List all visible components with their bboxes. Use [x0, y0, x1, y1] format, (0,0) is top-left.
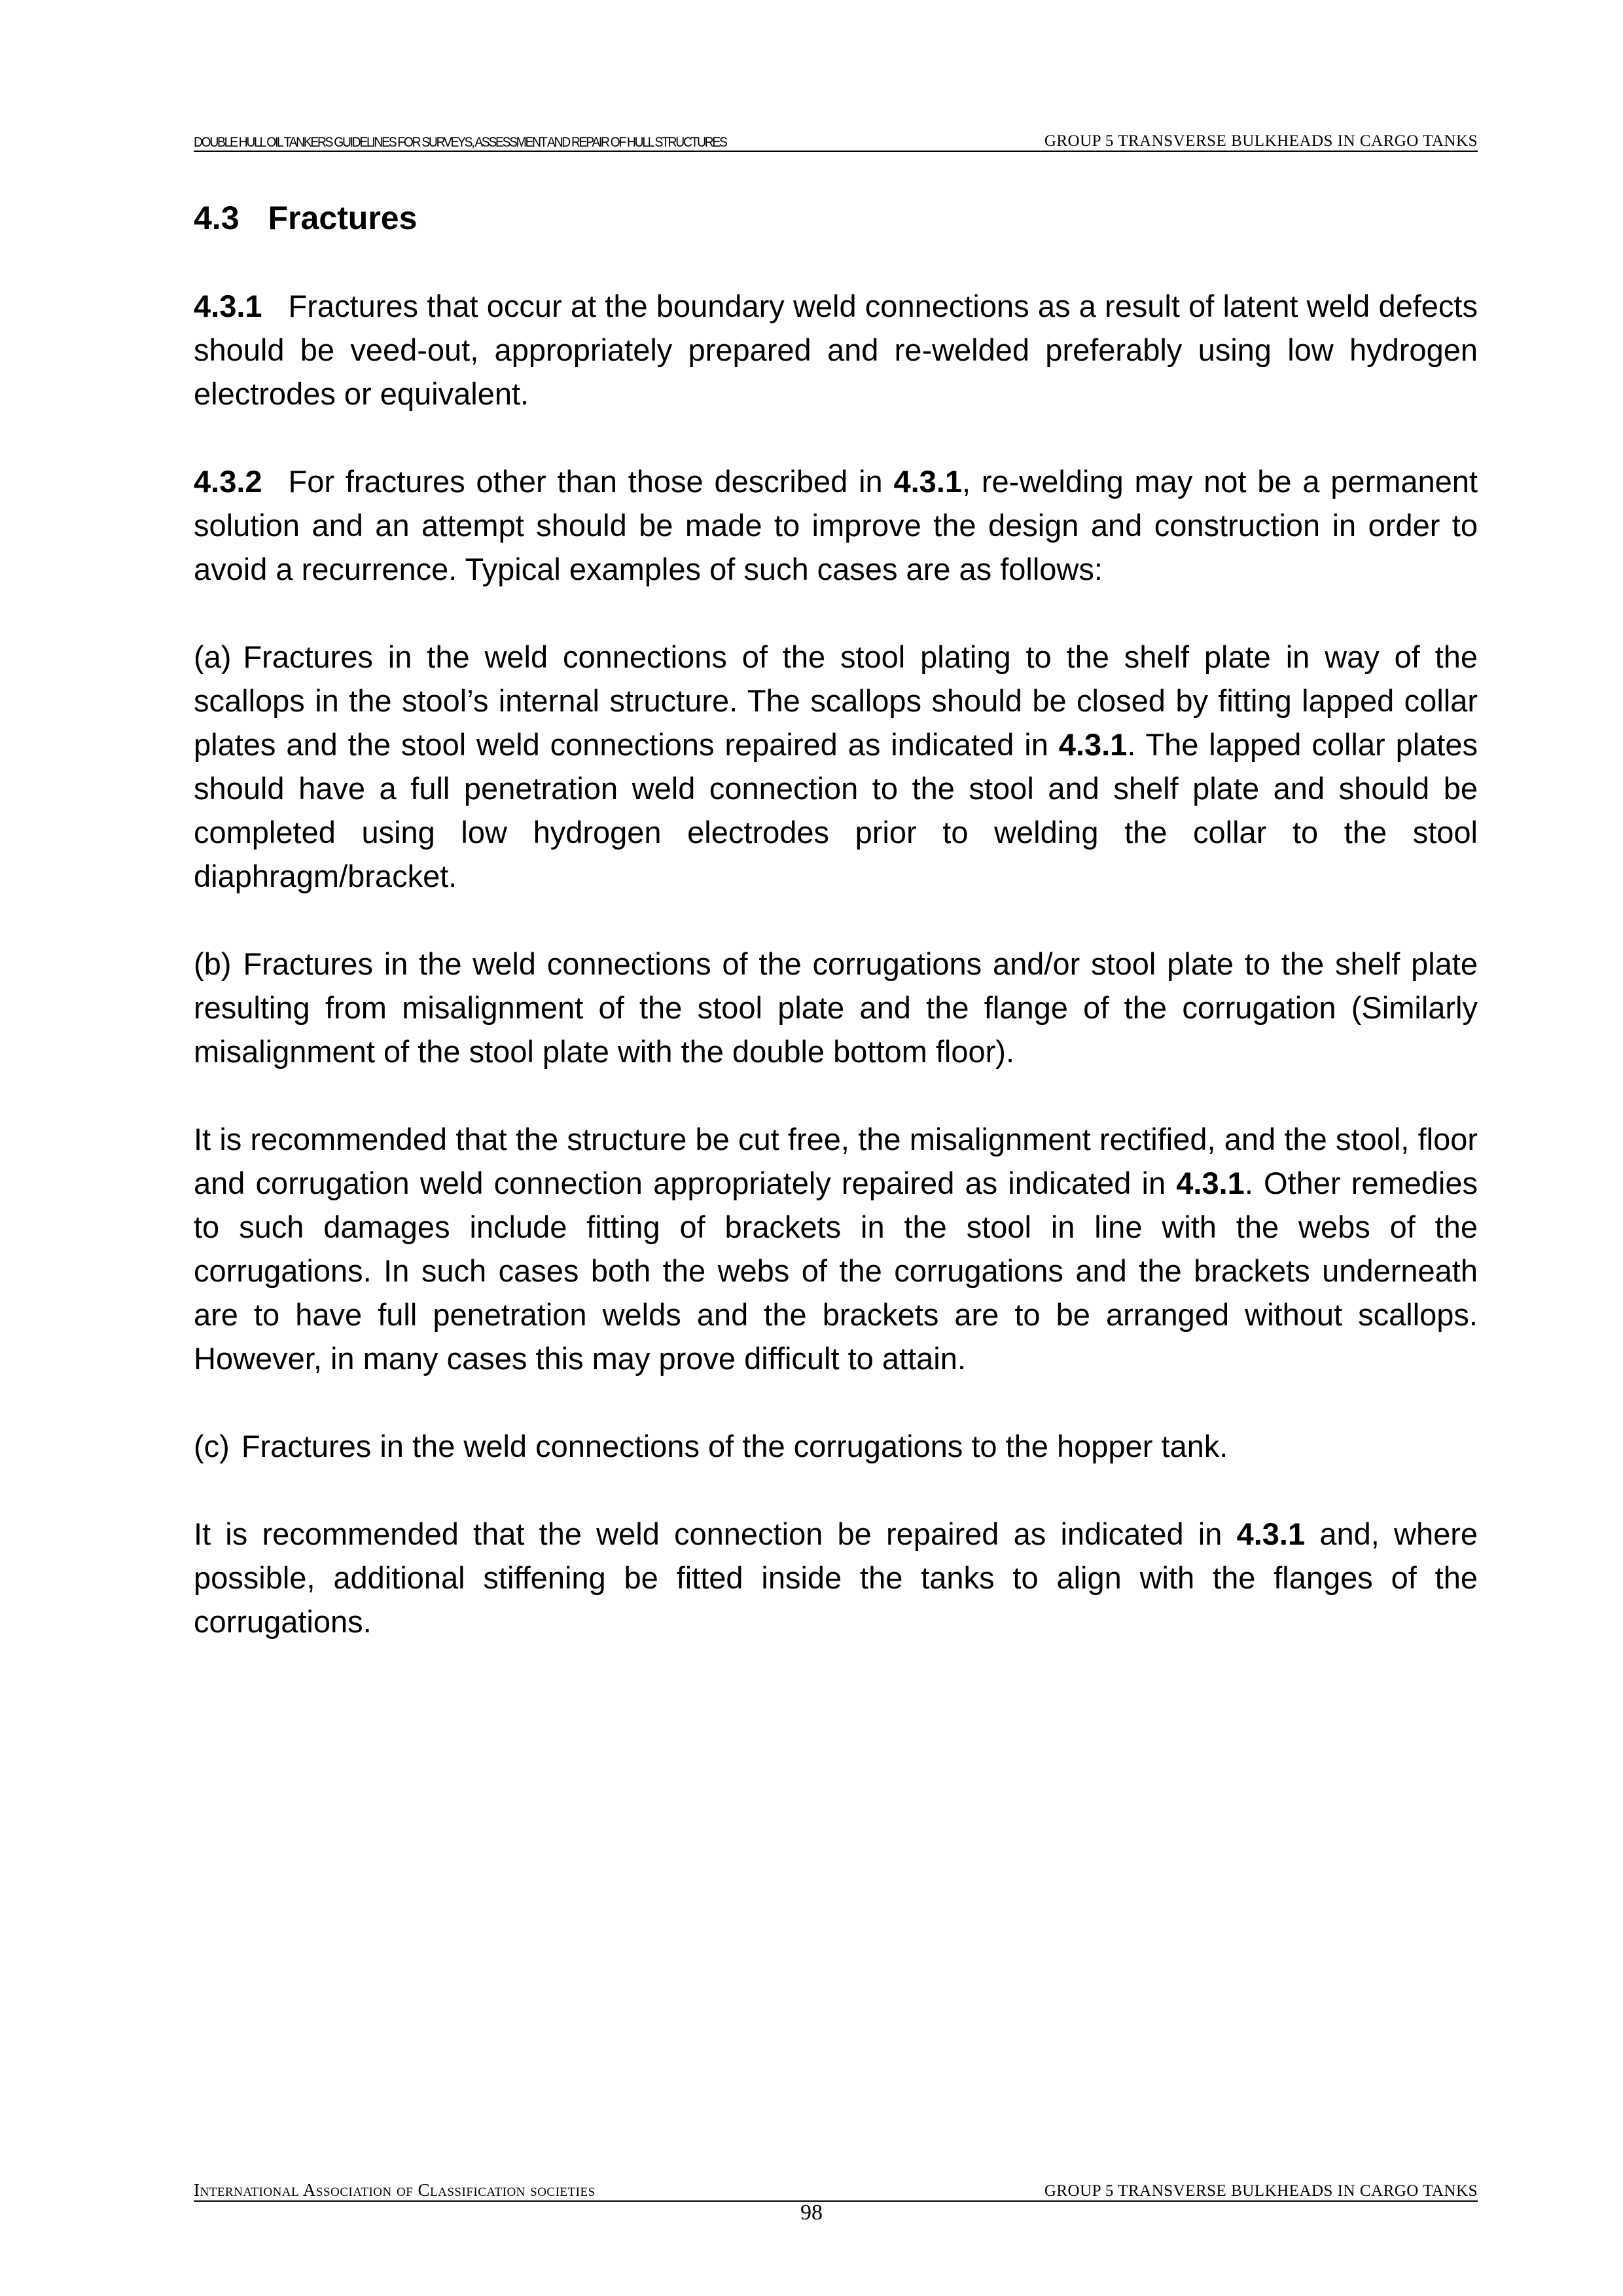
item-label: (b)	[194, 946, 232, 981]
item-b	[194, 942, 1478, 1073]
page-number: 98	[800, 2200, 823, 2225]
item-a	[194, 635, 1478, 898]
section-heading	[194, 196, 1478, 240]
cross-reference: 4.3.1	[1176, 1166, 1245, 1200]
recommendation-b	[194, 1117, 1478, 1380]
footer-organization: International Association of Classification societies	[194, 2180, 596, 2200]
item-text: Fractures in the weld connections of the stool plating to the shelf plate in way of the scallops in the stool’s internal structure. The scallops should be closed by fitting lapped collar plates and the stool weld connections repaired as indicated in	[194, 639, 1478, 762]
item-text: Fractures in the weld connections of the corrugations and/or stool plate to the shelf plate resulting from misalignment of the stool plate and the flange of the corrugation (Similarly misalignment of the stool plate with the double bottom floor).	[194, 946, 1478, 1069]
item-text: . The lapped collar plates should have a full penetration weld connection to the stool and shelf plate and should be completed using low hydrogen electrodes prior to welding the collar to the stool diaphragm/bracket.	[194, 727, 1478, 893]
item-label: (a)	[194, 639, 232, 674]
document-body	[194, 196, 1478, 1687]
paragraph-4-3-1	[194, 284, 1478, 416]
cross-reference: 4.3.1	[1236, 1516, 1306, 1551]
paragraph-number: 4.3.2	[194, 464, 262, 499]
paragraph-text: For fractures other than those described in	[288, 464, 883, 499]
paragraph-text: . Other remedies to such damages include fitting of brackets in the stool in line with the webs of the corrugations. In such cases both the webs of the corrugations and the brackets underneath are to have full penetration welds and the brackets are to be arranged without scallops. However, in many cases this may prove difficult to attain.	[194, 1166, 1478, 1376]
section-number: 4.3	[194, 200, 240, 236]
paragraph-text: and, where possible, additional stiffening be fitted inside the tanks to align with the flanges of the corrugations.	[194, 1516, 1478, 1639]
cross-reference: 4.3.1	[1058, 727, 1128, 762]
recommendation-c	[194, 1512, 1478, 1643]
item-c	[194, 1424, 1478, 1468]
header-section-title: GROUP 5 TRANSVERSE BULKHEADS IN CARGO TANKS	[1044, 132, 1478, 150]
paragraph-text: It is recommended that the structure be cut free, the misalignment rectified, and the stool, floor and corrugation weld connection appropriately repaired as indicated in	[194, 1122, 1478, 1200]
paragraph-text: , re-welding may not be a permanent solution and an attempt should be made to improve the design and construction in order to avoid a recurrence. Typical examples of such cases are as follows:	[194, 464, 1478, 586]
paragraph-number: 4.3.1	[194, 289, 262, 323]
header-document-title: DOUBLE HULL OIL TANKERS GUIDELINES FOR SURVEYS, ASSESSMENT AND REPAIR OF HULL STRUCTURES	[194, 135, 726, 150]
page-header	[194, 128, 1478, 152]
paragraph-4-3-2	[194, 459, 1478, 591]
item-label: (c)	[194, 1429, 230, 1463]
cross-reference: 4.3.1	[893, 464, 963, 499]
paragraph-text: Fractures that occur at the boundary weld connections as a result of latent weld defects should be veed-out, appropriately prepared and re-welded preferably using low hydrogen electrodes or equivalent.	[194, 289, 1478, 411]
page-footer	[194, 2178, 1478, 2202]
item-text: Fractures in the weld connections of the corrugations to the hopper tank.	[241, 1429, 1228, 1463]
section-title: Fractures	[268, 200, 418, 236]
footer-section-title: GROUP 5 TRANSVERSE BULKHEADS IN CARGO TANKS	[1044, 2182, 1478, 2200]
paragraph-text: It is recommended that the weld connection be repaired as indicated in	[194, 1516, 1222, 1551]
